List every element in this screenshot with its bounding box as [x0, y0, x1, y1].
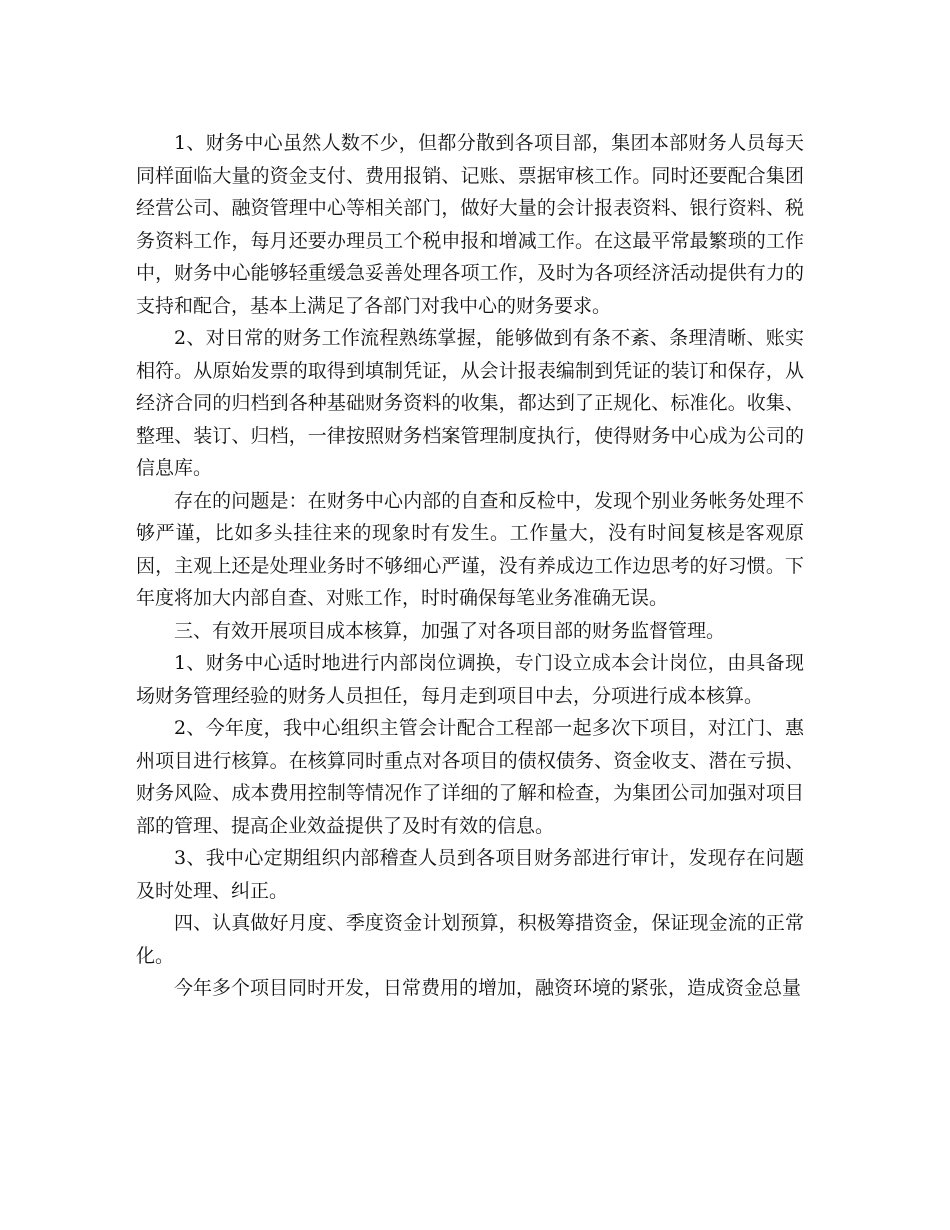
paragraph-9: 今年多个项目同时开发，日常费用的增加，融资环境的紧张，造成资金总量 — [174, 977, 802, 999]
paragraph-2: 2、对日常的财务工作流程熟练掌握，能够做到有条不紊、条理清晰、账实相符。从原始发票的取得到填制凭证，从会计报表编制到凭证的装订和保存，从经济合同的归档到各种基础财务资料的收集，都达到了正规化、标准化。收集、整理、装订、归档，一律按照财务档案管理制度执行，使得财务中心成为公司的信息库。 — [136, 327, 804, 479]
paragraph-7: 3、我中心定期组织内部稽查人员到各项目财务部进行审计，发现存在问题及时处理、纠正。 — [136, 847, 804, 902]
paragraph-3: 存在的问题是：在财务中心内部的自查和反检中，发现个别业务帐务处理不够严谨，比如多头挂往来的现象时有发生。工作量大，没有时间复核是客观原因，主观上还是处理业务时不够细心严谨，没有养成边工作边思考的好习惯。下年度将加大内部自查、对账工作，时时确保每笔业务准确无误。 — [136, 489, 804, 609]
paragraph-8-heading: 四、认真做好月度、季度资金计划预算，积极筹措资金，保证现金流的正常化。 — [136, 912, 804, 967]
paragraph-1: 1、财务中心虽然人数不少，但都分散到各项目部，集团本部财务人员每天同样面临大量的资金支付、费用报销、记账、票据审核工作。同时还要配合集团经营公司、融资管理中心等相关部门，做好大量的会计报表资料、银行资料、税务资料工作，每月还要办理员工个税申报和增减工作。在这最平常最繁琐的工作中，财务中心能够轻重缓急妥善处理各项工作，及时为各项经济活动提供有力的支持和配合，基本上满足了各部门对我中心的财务要求。 — [136, 132, 804, 317]
paragraph-4-heading: 三、有效开展项目成本核算，加强了对各项目部的财务监督管理。 — [174, 619, 726, 642]
paragraph-6: 2、今年度，我中心组织主管会计配合工程部一起多次下项目，对江门、惠州项目进行核算。在核算同时重点对各项目的债权债务、资金收支、潜在亏损、财务风险、成本费用控制等情况作了详细的了解和检查，为集团公司加强对项目部的管理、提高企业效益提供了及时有效的信息。 — [136, 717, 804, 837]
paragraph-5: 1、财务中心适时地进行内部岗位调换，专门设立成本会计岗位，由具备现场财务管理经验的财务人员担任，每月走到项目中去，分项进行成本核算。 — [136, 652, 804, 707]
document-body — [136, 127, 804, 1005]
